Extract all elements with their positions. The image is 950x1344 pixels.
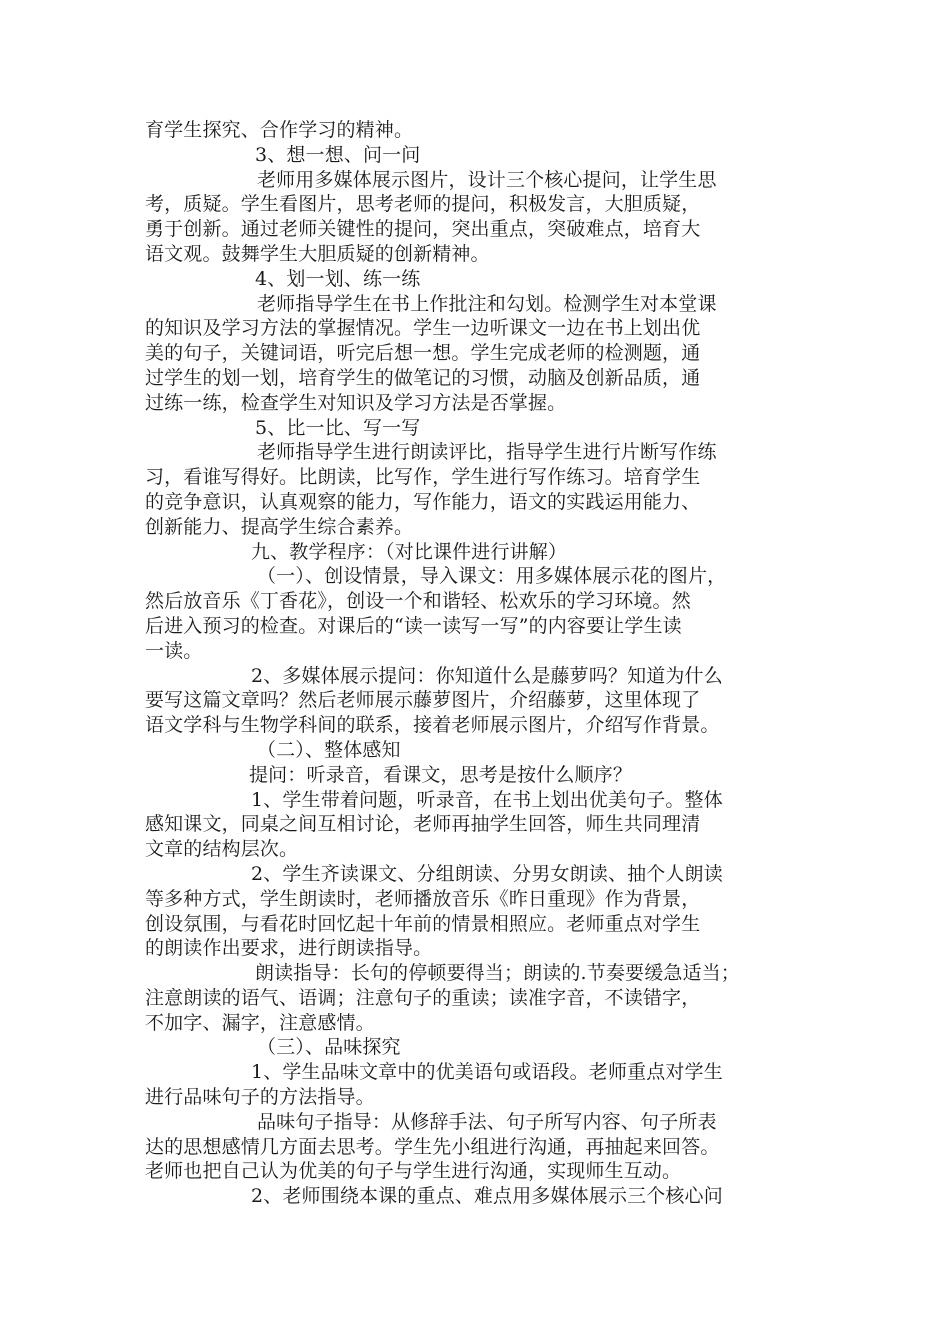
text-line: 老师用多媒体展示图片，设计三个核心提问，让学生思 [257,168,717,191]
text-line: 勇于创新。通过老师关键性的提问，突出重点，突破难点，培育大 [145,218,701,241]
text-line: 语文学科与生物学科间的联系，接着老师展示图片，介绍写作背景。 [145,714,720,737]
text-line: 朗读指导：长句的停顿要得当；朗读的.节奏要缓急适当； [255,962,740,985]
text-line: 创新能力、提高学生综合素养。 [145,515,414,538]
section-heading-3: 3、想一想、问一问 [255,143,421,166]
text-line: 要写这篇文章吗？然后老师展示藤萝图片，介绍藤萝，这里体现了 [145,689,701,712]
text-line: 育学生探究、合作学习的精神。 [145,119,414,141]
text-line: 老师也把自己认为优美的句子与学生进行沟通，实现师生互动。 [145,1160,682,1183]
text-line: 文章的结构层次。 [145,838,299,861]
text-line: 1、学生带着问题，听录音，在书上划出优美句子。整体 [251,788,723,811]
subsection-heading-3: （三）、品味探究 [257,1036,401,1059]
text-line: 的朗读作出要求，进行朗读指导。 [145,937,433,960]
text-line: 然后放音乐《丁香花》，创设一个和谐轻、松欢乐的学习环境。然 [145,590,691,613]
text-line: 感知课文，同桌之间互相讨论，老师再抽学生回答，师生共同理清 [145,813,701,836]
section-heading-5: 5、比一比、写一写 [255,416,421,439]
text-line: 过练一练，检查学生对知识及学习方法是否掌握。 [145,391,567,414]
text-line: 考，质疑。学生看图片，思考老师的提问，积极发言，大胆质疑， [145,193,701,216]
text-line: 一读。 [145,639,203,662]
subsection-heading-2: （二）、整体感知 [257,738,401,761]
document-body [145,118,815,1209]
text-line: 进行品味句子的方法指导。 [145,1086,375,1109]
text-line: 老师指导学生进行朗读评比，指导学生进行片断写作练 [257,441,717,464]
text-line: 1、学生品味文章中的优美语句或语段。老师重点对学生 [251,1061,723,1084]
text-line: 2、多媒体展示提问：你知道什么是藤萝吗？知道为什么 [251,664,723,687]
text-line: 达的思想感情几方面去思考。学生先小组进行沟通，再抽起来回答。 [145,1135,720,1158]
text-line: 后进入预习的检查。对课后的“读一读写一写”的内容要让学生读 [145,614,682,637]
text-line: 2、学生齐读课文、分组朗读、分男女朗读、抽个人朗读 [251,862,723,885]
text-line: 品味句子指导：从修辞手法、句子所写内容、句子所表 [257,1110,717,1133]
text-line: 等多种方式，学生朗读时，老师播放音乐《昨日重现》作为背景， [145,887,701,910]
text-line: 的知识及学习方法的掌握情况。学生一边听课文一边在书上划出优 [145,317,701,340]
section-heading-9: 九、教学程序：（对比课件进行讲解） [251,540,568,563]
text-line: 提问：听录音，看课文，思考是按什么顺序？ [249,763,633,786]
text-line: 创设氛围，与看花时回忆起十年前的情景相照应。老师重点对学生 [145,912,701,935]
text-line: 不加字、漏字，注意感情。 [145,1011,375,1034]
text-line: 语文观。鼓舞学生大胆质疑的创新精神。 [145,242,490,265]
text-line: 过学生的划一划，培育学生的做笔记的习惯，动脑及创新品质，通 [145,366,701,389]
text-line: 的竞争意识，认真观察的能力，写作能力，语文的实践运用能力、 [145,490,701,513]
text-line: （一）、创设情景，导入课文：用多媒体展示花的图片， [257,565,727,588]
text-line: 老师指导学生在书上作批注和勾划。检测学生对本堂课 [257,292,717,315]
section-heading-4: 4、划一划、练一练 [255,267,421,290]
text-line: 习，看谁写得好。比朗读，比写作，学生进行写作练习。培育学生 [145,466,701,489]
text-line: 2、老师围绕本课的重点、难点用多媒体展示三个核心问 [251,1185,723,1208]
text-line: 美的句子，关键词语，听完后想一想。学生完成老师的检测题，通 [145,342,701,365]
text-line: 注意朗读的语气、语调；注意句子的重读；读准字音，不读错字， [145,986,701,1009]
